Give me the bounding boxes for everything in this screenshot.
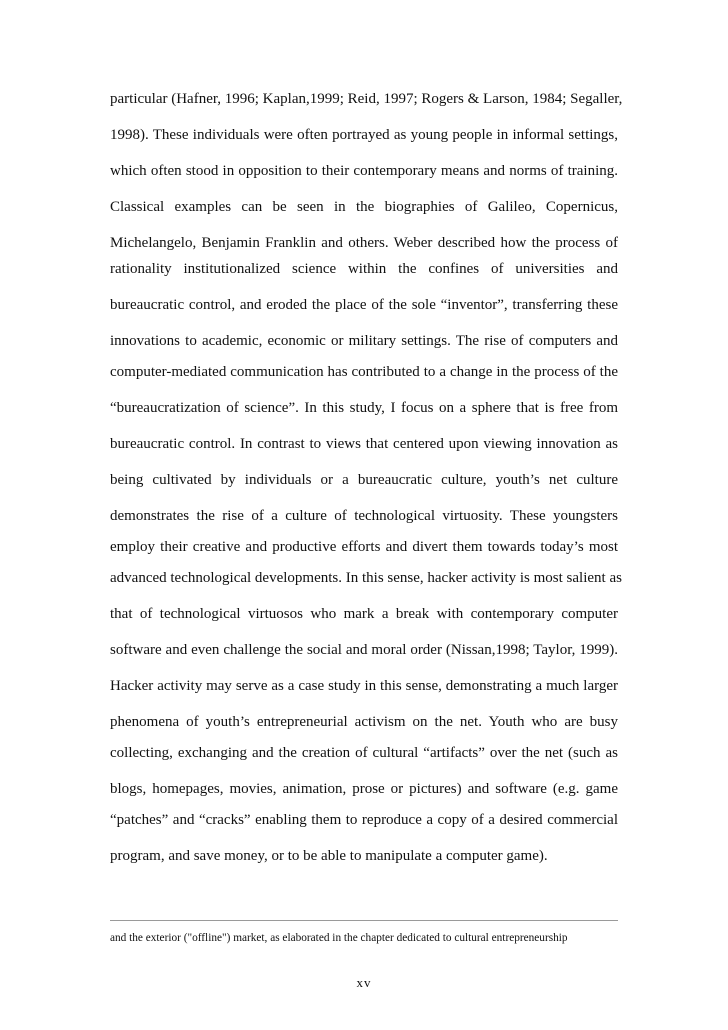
page-number: xv <box>356 975 372 990</box>
body-line-1: particular (Hafner, 1996; Kaplan,1999; Reid, 1997; Rogers & Larson, 1984; Segaller, <box>110 91 623 107</box>
body-line-23: program, and save money, or to be able to manipulate a computer game). <box>110 848 548 864</box>
body-line-13: demonstrates the rise of a culture of technological virtuosity. These youngsters <box>110 508 618 524</box>
body-line-2: 1998). These individuals were often portrayed as young people in informal settings, <box>110 127 618 143</box>
body-line-16: that of technological virtuosos who mark a break with contemporary computer <box>110 606 618 622</box>
body-line-20: collecting, exchanging and the creation of cultural “artifacts” over the net (such as <box>110 745 618 761</box>
body-line-8: innovations to academic, economic or military settings. The rise of computers and <box>110 333 618 349</box>
body-line-6: rationality institutionalized science within the confines of universities and <box>110 261 618 277</box>
body-line-4: Classical examples can be seen in the biographies of Galileo, Copernicus, <box>110 199 618 215</box>
body-line-10: “bureaucratization of science”. In this study, I focus on a sphere that is free from <box>110 400 618 416</box>
body-line-19: phenomena of youth’s entrepreneurial activism on the net. Youth who are busy <box>110 714 618 730</box>
body-line-3: which often stood in opposition to their contemporary means and norms of training. <box>110 163 618 179</box>
body-line-17: software and even challenge the social and moral order (Nissan,1998; Taylor, 1999). <box>110 642 618 658</box>
body-line-12: being cultivated by individuals or a bureaucratic culture, youth’s net culture <box>110 472 618 488</box>
body-line-15: advanced technological developments. In this sense, hacker activity is most salient as <box>110 570 622 586</box>
body-line-11: bureaucratic control. In contrast to views that centered upon viewing innovation as <box>110 436 618 452</box>
body-line-7: bureaucratic control, and eroded the place of the sole “inventor”, transferring these <box>110 297 618 313</box>
body-line-18: Hacker activity may serve as a case study in this sense, demonstrating a much larger <box>110 678 618 694</box>
body-line-21: blogs, homepages, movies, animation, prose or pictures) and software (e.g. game <box>110 781 618 797</box>
footnote-divider <box>110 920 618 921</box>
body-line-22: “patches” and “cracks” enabling them to reproduce a copy of a desired commercial <box>110 812 618 828</box>
body-line-9: computer-mediated communication has contributed to a change in the process of the <box>110 364 618 380</box>
footnote-text: and the exterior ("offline") market, as elaborated in the chapter dedicated to cultural entrepreneurship <box>110 932 568 944</box>
body-line-14: employ their creative and productive efforts and divert them towards today’s most <box>110 539 618 555</box>
body-line-5: Michelangelo, Benjamin Franklin and others. Weber described how the process of <box>110 235 618 251</box>
